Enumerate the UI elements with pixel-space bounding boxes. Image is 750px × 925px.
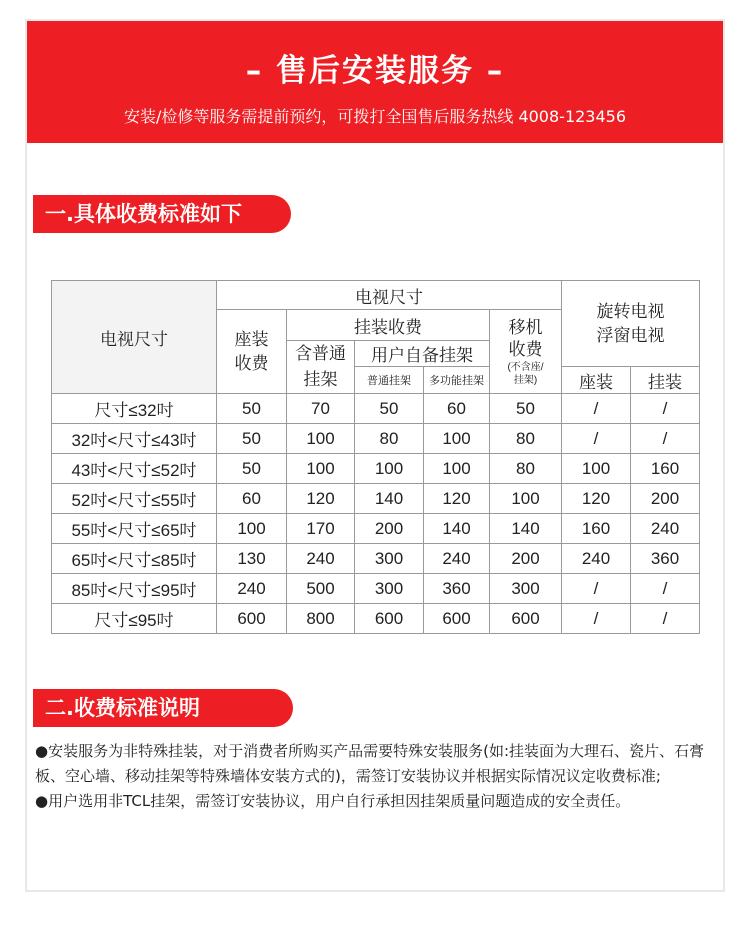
hotline-subtitle: 安装/检修等服务需提前预约，可拨打全国售后服务热线 4008-123456 — [123, 107, 627, 126]
cell-rotate-seat: / — [562, 604, 631, 634]
cell-multi: 60 — [424, 394, 490, 424]
cell-normal: 600 — [355, 604, 424, 634]
cell-normal: 200 — [355, 514, 424, 544]
cell-rotate-seat: 120 — [562, 484, 631, 514]
cell-seat: 240 — [217, 574, 287, 604]
header-normal-bracket: 普通挂架 — [355, 367, 424, 394]
cell-normal: 300 — [355, 544, 424, 574]
cell-rotate-hang: 360 — [631, 544, 700, 574]
table-row — [52, 454, 700, 484]
cell-seat: 100 — [217, 514, 287, 544]
cell-rotate-seat: 160 — [562, 514, 631, 544]
cell-size: 32吋<尺寸≤43吋 — [52, 424, 217, 454]
cell-rotate-seat: / — [562, 424, 631, 454]
header-rotate-seat: 座装 — [562, 367, 631, 394]
cell-seat: 130 — [217, 544, 287, 574]
cell-normal: 100 — [355, 454, 424, 484]
cell-rotate-hang: / — [631, 604, 700, 634]
section-fee-notes-title: 二.收费标准说明 — [33, 689, 293, 727]
cell-rotate-hang: / — [631, 394, 700, 424]
cell-size: 尺寸≤32吋 — [52, 394, 217, 424]
cell-multi: 100 — [424, 454, 490, 484]
cell-move: 100 — [490, 484, 562, 514]
cell-move: 600 — [490, 604, 562, 634]
page-title: – 售后安装服务 – — [245, 53, 505, 89]
cell-normal: 140 — [355, 484, 424, 514]
header-hang-fee: 挂装收费 — [287, 310, 490, 341]
cell-seat: 50 — [217, 394, 287, 424]
cell-rotate-hang: / — [631, 424, 700, 454]
header-self-bracket: 用户自备挂架 — [355, 341, 490, 367]
cell-rotate-hang: 200 — [631, 484, 700, 514]
header-multi-bracket: 多功能挂架 — [424, 367, 490, 394]
cell-size: 85吋<尺寸≤95吋 — [52, 574, 217, 604]
header-rotate-hang: 挂装 — [631, 367, 700, 394]
cell-size: 尺寸≤95吋 — [52, 604, 217, 634]
table-row — [52, 484, 700, 514]
header-tv-size-group: 电视尺寸 — [217, 281, 562, 310]
cell-multi: 240 — [424, 544, 490, 574]
cell-common: 500 — [287, 574, 355, 604]
cell-move: 80 — [490, 424, 562, 454]
cell-rotate-seat: 100 — [562, 454, 631, 484]
cell-move: 140 — [490, 514, 562, 544]
note-non-tcl-bracket: ●用户选用非TCL挂架，需签订安装协议，用户自行承担因挂架质量问题造成的安全责任。 — [35, 792, 631, 810]
cell-common: 800 — [287, 604, 355, 634]
cell-multi: 120 — [424, 484, 490, 514]
section-fee-standard-title: 一.具体收费标准如下 — [33, 195, 291, 233]
cell-seat: 50 — [217, 454, 287, 484]
header-move-fee — [490, 310, 562, 394]
table-row — [52, 424, 700, 454]
cell-size: 65吋<尺寸≤85吋 — [52, 544, 217, 574]
cell-common: 240 — [287, 544, 355, 574]
cell-move: 200 — [490, 544, 562, 574]
cell-multi: 140 — [424, 514, 490, 544]
table-row — [52, 574, 700, 604]
cell-normal: 80 — [355, 424, 424, 454]
note-special-install: ●安装服务为非特殊挂装，对于消费者所购买产品需要特殊安装服务(如:挂装面为大理石、瓷片、石膏板、空心墙、移动挂架等特殊墙体安装方式的)，需签订安装协议并根据实际情况议定收费标准; — [35, 742, 704, 785]
cell-seat: 50 — [217, 424, 287, 454]
header-seat-fee — [217, 310, 287, 394]
cell-move: 50 — [490, 394, 562, 424]
header-rotate-tv — [562, 281, 700, 367]
cell-size: 52吋<尺寸≤55吋 — [52, 484, 217, 514]
cell-multi: 600 — [424, 604, 490, 634]
header-seat-fee-label: 座装收费 — [234, 329, 269, 373]
cell-size: 55吋<尺寸≤65吋 — [52, 514, 217, 544]
header-move-note: (不含座/挂架) — [507, 361, 544, 386]
cell-multi: 100 — [424, 424, 490, 454]
header-common-bracket — [287, 341, 355, 394]
cell-move: 80 — [490, 454, 562, 484]
cell-normal: 50 — [355, 394, 424, 424]
header-banner — [27, 21, 723, 143]
cell-common: 100 — [287, 424, 355, 454]
cell-rotate-seat: / — [562, 394, 631, 424]
cell-rotate-hang: / — [631, 574, 700, 604]
cell-size: 43吋<尺寸≤52吋 — [52, 454, 217, 484]
table-row — [52, 514, 700, 544]
cell-rotate-hang: 240 — [631, 514, 700, 544]
cell-seat: 60 — [217, 484, 287, 514]
cell-seat: 600 — [217, 604, 287, 634]
fee-notes — [35, 739, 705, 814]
cell-common: 120 — [287, 484, 355, 514]
header-common-bracket-label: 含普通挂架 — [295, 344, 346, 389]
service-card — [25, 19, 725, 892]
cell-common: 170 — [287, 514, 355, 544]
cell-multi: 360 — [424, 574, 490, 604]
cell-common: 100 — [287, 454, 355, 484]
table-row — [52, 604, 700, 634]
cell-rotate-hang: 160 — [631, 454, 700, 484]
table-row — [52, 394, 700, 424]
header-tv-size: 电视尺寸 — [52, 281, 217, 394]
cell-normal: 300 — [355, 574, 424, 604]
cell-move: 300 — [490, 574, 562, 604]
fee-table — [51, 280, 700, 634]
header-rotate-tv-label: 旋转电视浮窗电视 — [596, 301, 665, 345]
header-move-fee-label: 移机收费 — [508, 317, 543, 359]
cell-common: 70 — [287, 394, 355, 424]
cell-rotate-seat: / — [562, 574, 631, 604]
table-row — [52, 544, 700, 574]
cell-rotate-seat: 240 — [562, 544, 631, 574]
